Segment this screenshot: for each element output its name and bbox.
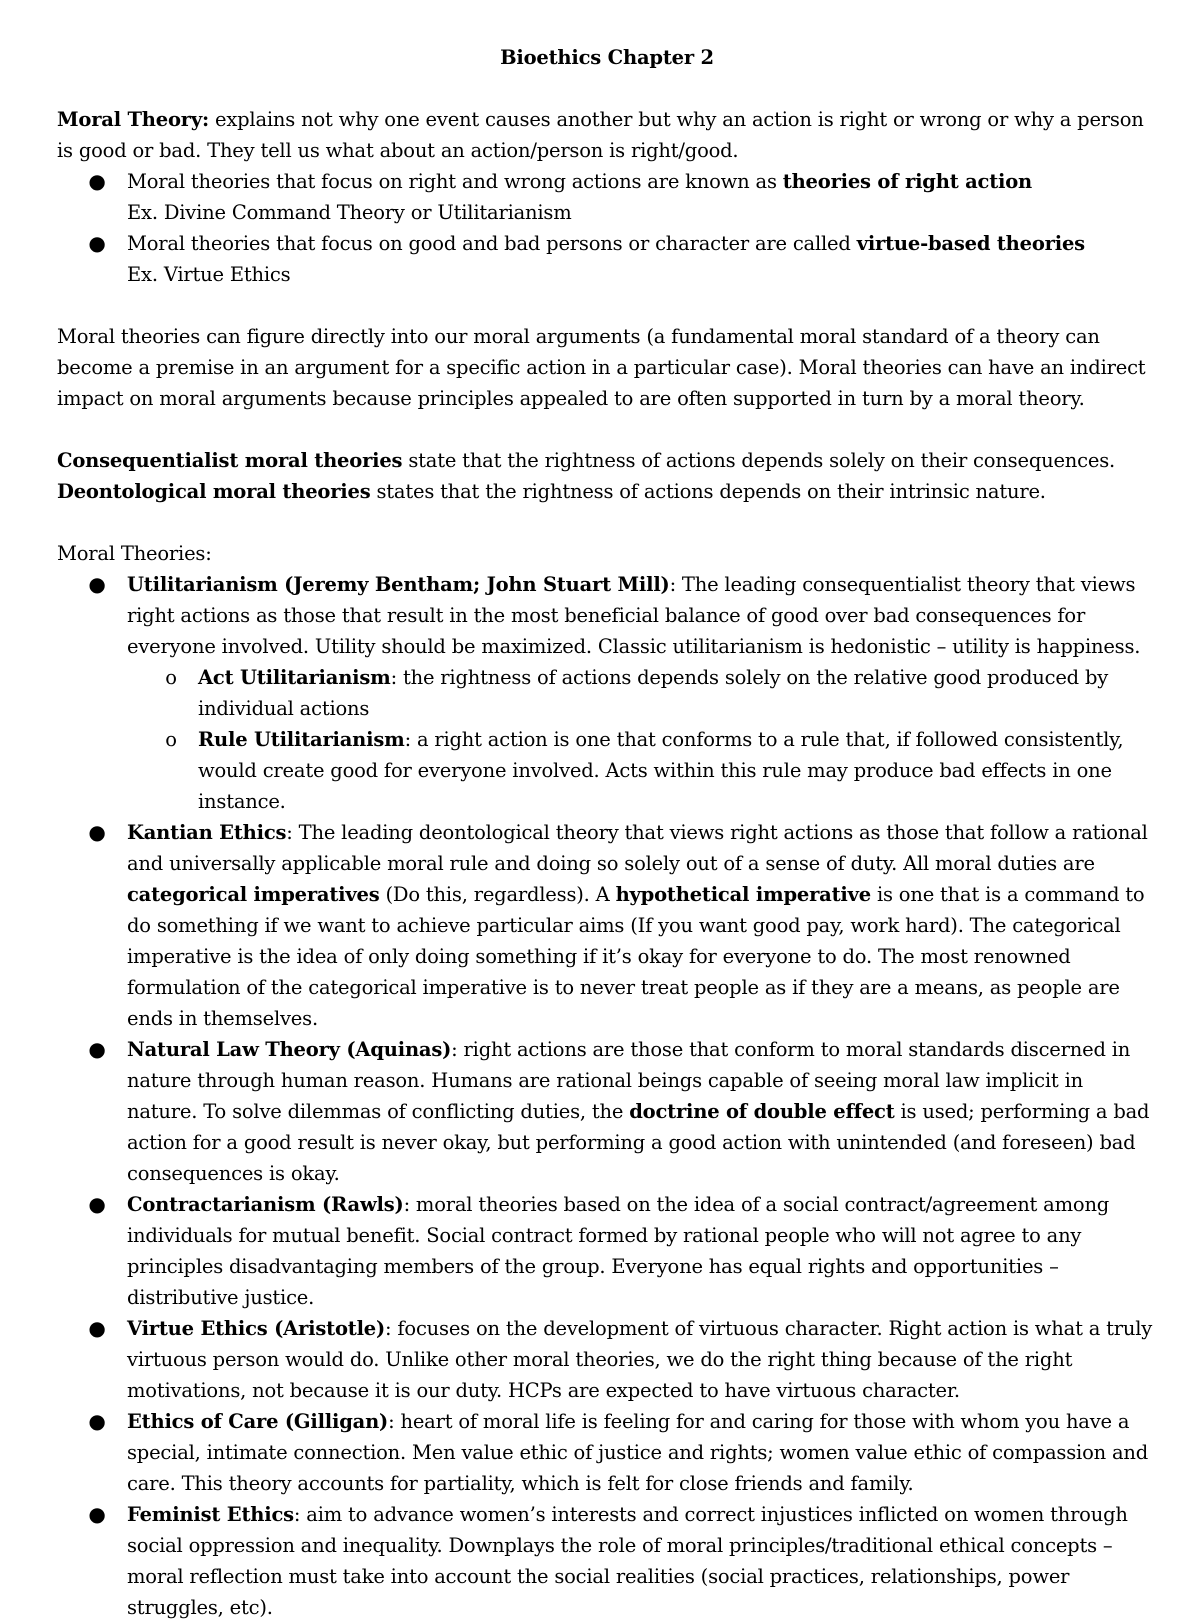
list-item-utilitarianism: ● Utilitarianism (Jeremy Bentham; John Stuart Mill): The leading consequentialist theory that views right actions as those that result in the most beneficial balance of good over bad consequences for everyone involved. Utility should be maximized. Classic utilitarianism is hedonistic – utility is happiness. o Act Utilitarianism: the rightness of actions depends solely on the relative good produced by individual actions o Rule Utilitarianism: a right action is one that conforms to a rule that, if followed consistently, would create good for everyone involved. Acts within this rule may produce bad effects in one instance. bbox=[57, 569, 1157, 817]
deontological-definition: Deontological moral theories states that the rightness of actions depends on their intrinsic nature. bbox=[57, 480, 1046, 503]
document-page bbox=[57, 42, 1157, 1623]
list-item-ethics-of-care: ● Ethics of Care (Gilligan): heart of moral life is feeling for and caring for those with whom you have a special, intimate connection. Men value ethic of justice and rights; women value ethic of compassion and care. This theory accounts for partiality, which is felt for close friends and family. bbox=[57, 1406, 1157, 1499]
consequentialist-definition: Consequentialist moral theories state that the rightness of actions depends solely on their consequences. bbox=[57, 449, 1116, 472]
sub-list-item: o Act Utilitarianism: the rightness of actions depends solely on the relative good produced by individual actions bbox=[57, 662, 1157, 724]
theories-list bbox=[57, 569, 1157, 1623]
circle-bullet-icon: o bbox=[165, 666, 177, 689]
list-item-natural-law: ● Natural Law Theory (Aquinas): right actions are those that conform to moral standards discerned in nature through human reason. Humans are rational beings capable of seeing moral law implicit in nature. To solve dilemmas of conflicting duties, the doctrine of double effect is used; performing a bad action for a good result is never okay, but performing a good action with unintended (and foreseen) bad consequences is okay. bbox=[57, 1034, 1157, 1189]
list-item-virtue-ethics: ● Virtue Ethics (Aristotle): focuses on the development of virtuous character. Right action is what a truly virtuous person would do. Unlike other moral theories, we do the right thing because of the right motivations, not because it is our duty. HCPs are expected to have virtuous character. bbox=[57, 1313, 1157, 1406]
theories-heading: Moral Theories: bbox=[57, 542, 212, 565]
bullet-icon: ● bbox=[88, 231, 106, 255]
list-item: ● Moral theories that focus on good and bad persons or character are called virtue-based theories Ex. Virtue Ethics bbox=[57, 228, 1157, 290]
term-moral-theory: Moral Theory: bbox=[57, 108, 210, 131]
bullet-icon: ● bbox=[88, 1037, 106, 1061]
bullet-icon: ● bbox=[88, 169, 106, 193]
bullet-icon: ● bbox=[88, 1409, 106, 1433]
bullet-icon: ● bbox=[88, 820, 106, 844]
list-item-contractarianism: ● Contractarianism (Rawls): moral theories based on the idea of a social contract/agreement among individuals for mutual benefit. Social contract formed by rational people who will not agree to any principles disadvantaging members of the group. Everyone has equal rights and opportunities – distributive justice. bbox=[57, 1189, 1157, 1313]
bullet-icon: ● bbox=[88, 1316, 106, 1340]
spacer bbox=[57, 507, 1157, 538]
circle-bullet-icon: o bbox=[165, 728, 177, 751]
utilitarianism-sub-list bbox=[127, 662, 1157, 817]
list-item: ● Moral theories that focus on right and wrong actions are known as theories of right action Ex. Divine Command Theory or Utilitarianism bbox=[57, 166, 1157, 228]
intro-bullet-list bbox=[57, 166, 1157, 290]
sub-list-item: o Rule Utilitarianism: a right action is one that conforms to a rule that, if followed consistently, would create good for everyone involved. Acts within this rule may produce bad effects in one instance. bbox=[57, 724, 1157, 817]
bullet-icon: ● bbox=[88, 572, 106, 596]
example-text: Ex. Virtue Ethics bbox=[127, 263, 291, 286]
example-text: Ex. Divine Command Theory or Utilitarianism bbox=[127, 201, 572, 224]
paragraph-moral-arguments: Moral theories can figure directly into our moral arguments (a fundamental moral standard of a theory can become a premise in an argument for a specific action in a particular case). Moral theories can have an indirect impact on moral arguments because principles appealed to are often supported in turn by a moral theory. bbox=[57, 325, 1146, 410]
bullet-icon: ● bbox=[88, 1192, 106, 1216]
spacer bbox=[57, 73, 1157, 104]
spacer bbox=[57, 414, 1157, 445]
moral-theory-definition: Moral Theory: explains not why one event causes another but why an action is right or wrong or why a person is good or bad. They tell us what about an action/person is right/good. bbox=[57, 108, 1144, 162]
spacer bbox=[57, 290, 1157, 321]
bullet-icon: ● bbox=[88, 1502, 106, 1526]
list-item-kantian: ● Kantian Ethics: The leading deontological theory that views right actions as those that follow a rational and universally applicable moral rule and doing so solely out of a sense of duty. All moral duties are categorical imperatives (Do this, regardless). A hypothetical imperative is one that is a command to do something if we want to achieve particular aims (If you want good pay, work hard). The categorical imperative is the idea of only doing something if it’s okay for everyone to do. The most renowned formulation of the categorical imperative is to never treat people as if they are a means, as people are ends in themselves. bbox=[57, 817, 1157, 1034]
list-item-feminist-ethics: ● Feminist Ethics: aim to advance women’s interests and correct injustices inflicted on women through social oppression and inequality. Downplays the role of moral principles/traditional ethical concepts – moral reflection must take into account the social realities (social practices, relationships, power struggles, etc). bbox=[57, 1499, 1157, 1623]
page-title: Bioethics Chapter 2 bbox=[500, 46, 714, 69]
